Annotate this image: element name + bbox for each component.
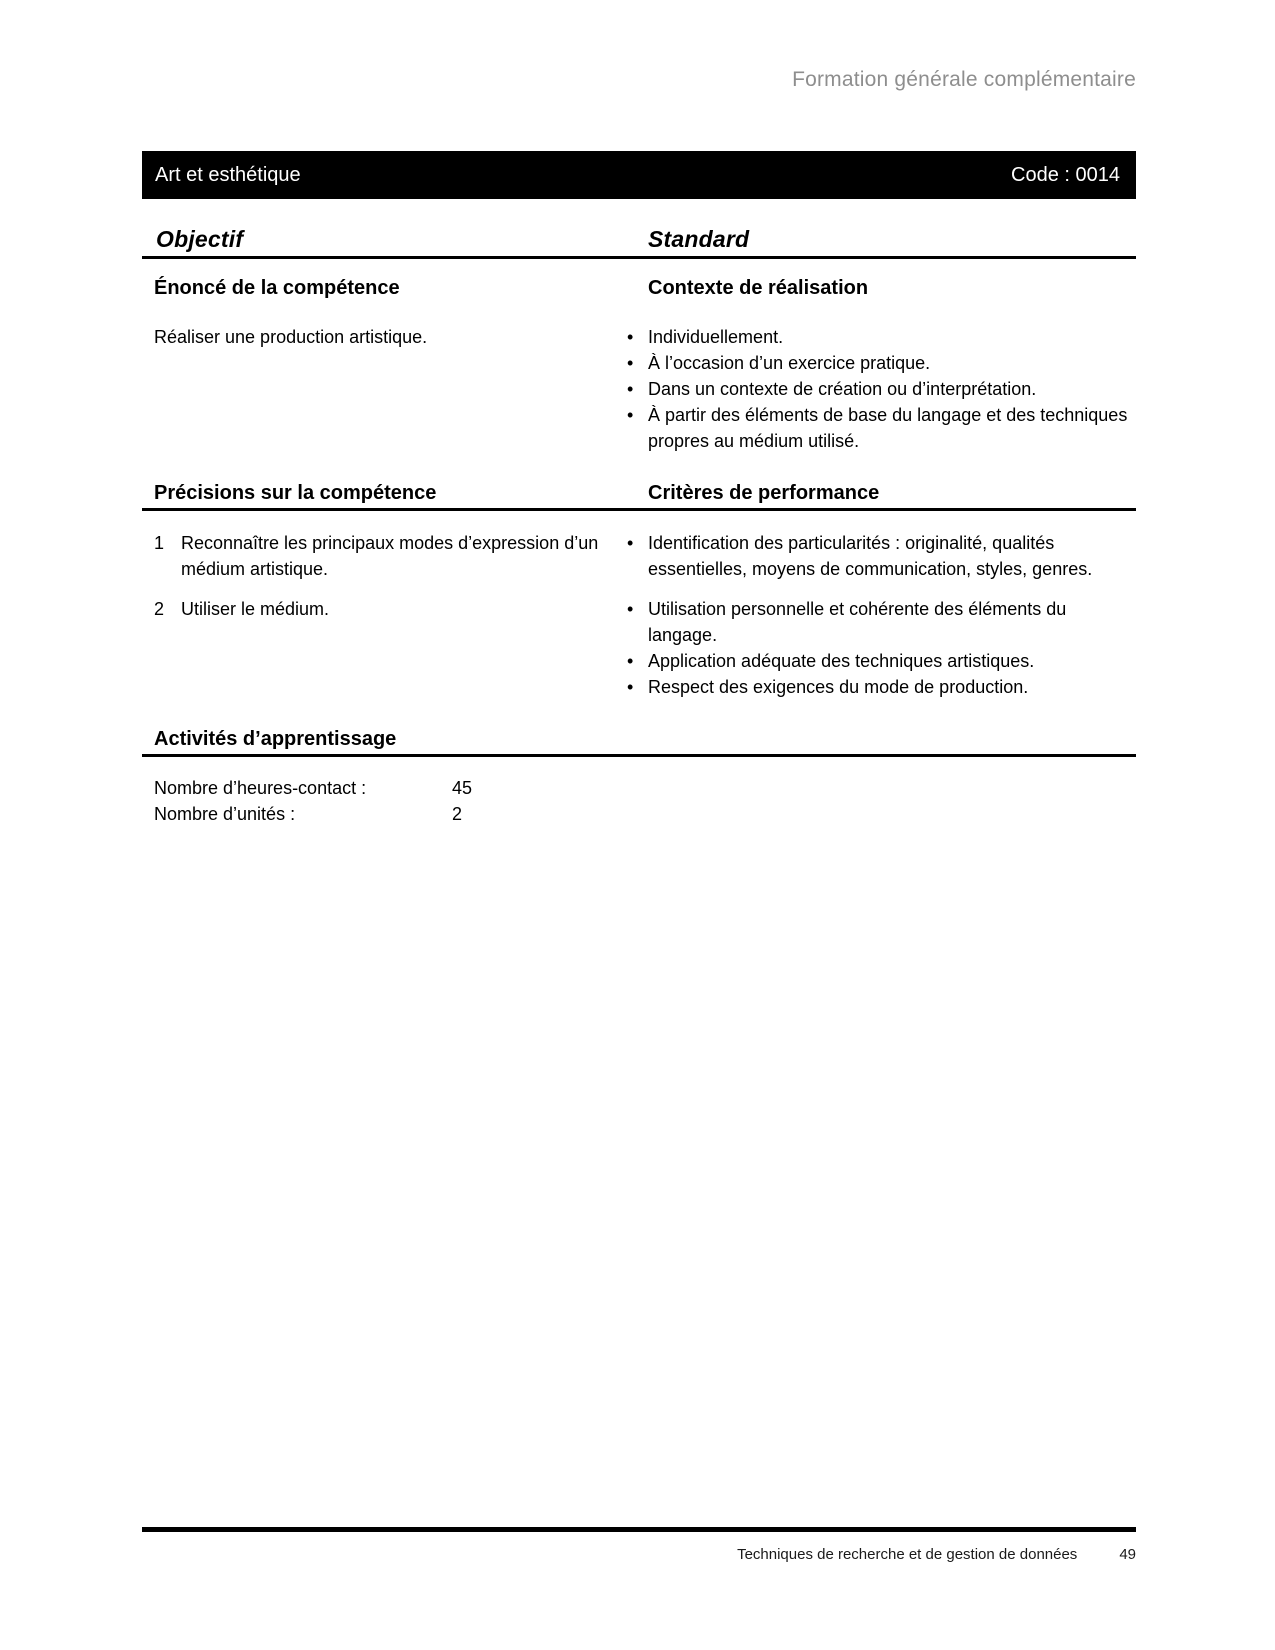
column-headings-row [142,226,1136,253]
contexte-bullet-list [617,324,1136,454]
bullet-item: • À l’occasion d’un exercice pratique. [648,350,1136,376]
course-title-bar [142,151,1136,199]
standard-heading: Standard [648,226,750,252]
units-field [154,801,1136,827]
objectif-heading: Objectif [156,226,244,252]
heading-divider [142,256,1136,259]
criteres-bullet-list-1 [617,530,1136,582]
bullet-item: • Dans un contexte de création ou d’interprétation. [648,376,1136,402]
activites-apprentissage-heading: Activités d’apprentissage [154,728,397,750]
section1-headings-row [142,277,1136,300]
competence-statement: Réaliser une production artistique. [154,327,428,347]
footer-document-title: Techniques de recherche et de gestion de données [737,1546,1078,1563]
item-number: 2 [154,599,165,619]
enonce-competence-heading: Énoncé de la compétence [154,277,400,299]
item-text: Utiliser le médium. [181,599,330,619]
page-number: 49 [1119,1546,1136,1563]
bullet-item: • Application adéquate des techniques artistiques. [648,648,1136,674]
units-value: 2 [452,804,463,824]
section1-body-row [142,324,1136,454]
section2-row-2 [142,596,1136,700]
section2-row-1 [142,530,1136,582]
course-code: Code : 0014 [1011,163,1120,186]
criteres-performance-heading: Critères de performance [648,482,880,504]
units-label: Nombre d’unités : [154,804,296,824]
main-content [142,226,1136,827]
section2-headings-row [142,482,1136,505]
precisions-competence-heading: Précisions sur la compétence [154,482,437,504]
bullet-item: • Utilisation personnelle et cohérente des éléments du langage. [648,596,1136,648]
hours-contact-field [154,775,1136,801]
hours-units-fields [142,775,1136,827]
bullet-item: • Respect des exigences du mode de production. [648,674,1136,700]
contexte-realisation-heading: Contexte de réalisation [648,277,869,299]
item-text: Reconnaître les principaux modes d’expression d’un médium artistique. [181,533,599,579]
footer-divider [142,1527,1136,1532]
criteres-bullet-list-2 [617,596,1136,700]
bullet-item: • Individuellement. [648,324,1136,350]
bullet-item: • À partir des éléments de base du langage et des techniques propres au médium utilisé. [648,402,1136,454]
section3-divider [142,754,1136,757]
course-title: Art et esthétique [155,163,301,186]
bullet-item: • Identification des particularités : originalité, qualités essentielles, moyens de communication, styles, genres. [648,530,1136,582]
precision-item-1 [142,530,617,582]
section2-divider [142,508,1136,511]
hours-contact-label: Nombre d’heures-contact : [154,778,367,798]
running-header: Formation générale complémentaire [792,68,1136,91]
page-footer [142,1546,1136,1563]
hours-contact-value: 45 [452,778,473,798]
item-number: 1 [154,533,165,553]
precision-item-2 [142,596,617,700]
